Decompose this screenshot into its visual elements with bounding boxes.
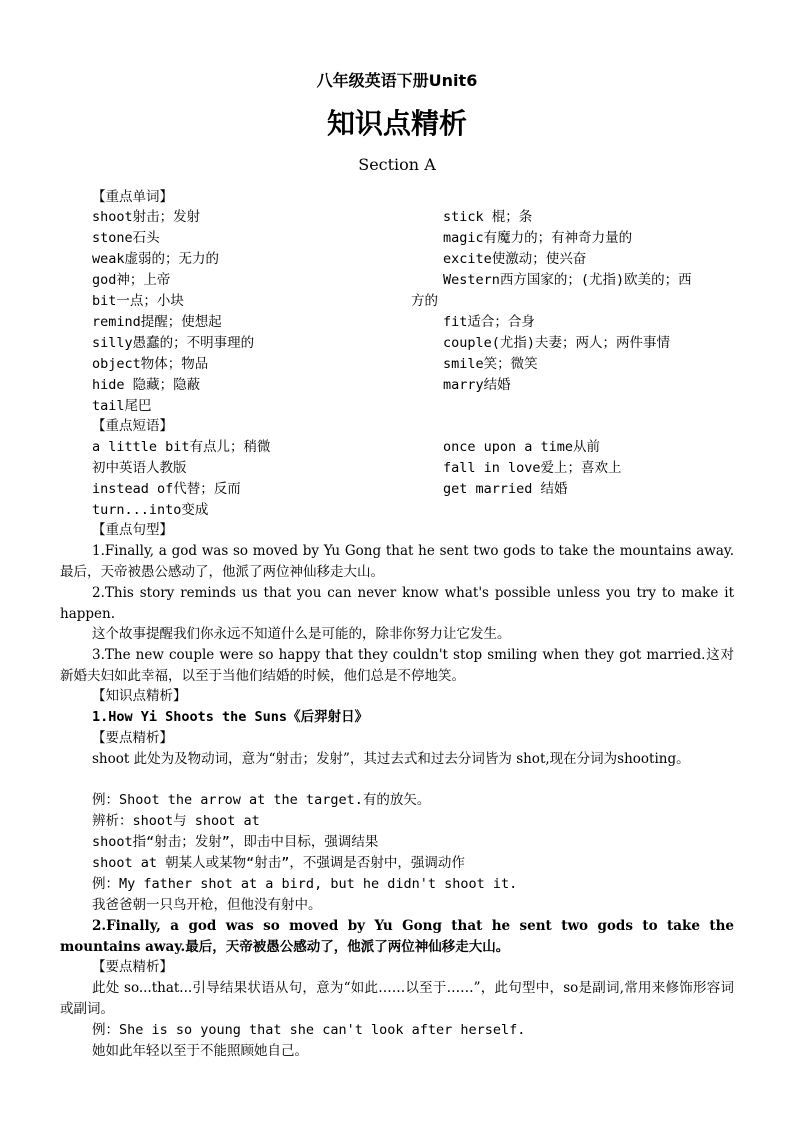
vocab-right-item: marry结婚 [443,377,511,393]
phrase-right-item: fall in love爱上；喜欢上 [443,460,622,476]
vocab-left-item: tail尾巴 [92,398,152,414]
section-heading: Section A [358,155,436,174]
vocab-left-item: remind提醒；使想起 [92,314,222,330]
point-1-example: 例：Shoot the arrow at the target.有的放矢。 [92,792,431,808]
vocab-right-item: 方的 [411,293,438,309]
document-subtitle: 知识点精析 [326,107,467,140]
vocab-left-item: bit一点；小块 [92,293,184,309]
vocab-left-item: weak虚弱的；无力的 [92,251,220,267]
sentence-3: 3.The new couple were so happy that they couldn't stop smiling when they got married.这对新婚夫妇如此幸福，以至于当他们结婚的时候，他们总是不停地笑。 [60,647,734,684]
point-1-example-2-translation: 我爸爸朝一只鸟开枪，但他没有射中。 [92,897,322,913]
vocab-right-item: fit适合；合身 [443,314,535,330]
sentence-2: 2.This story reminds us that you can never know what's possible unless you try to make it happen. [60,585,734,622]
point-1-subheading: 【要点精析】 [92,730,173,746]
vocab-right-item: stick 棍；条 [443,209,533,225]
point-2-title: 2.Finally, a god was so moved by Yu Gong that he sent two gods to take the mountains away.最后，天帝被愚公感动了，他派了两位神仙移走大山。 [60,918,734,955]
vocab-right-item: excite使激动；使兴奋 [443,251,587,267]
phrase-left-item: 初中英语人教版 [92,460,187,476]
phrase-left-item: instead of代替；反而 [92,481,241,497]
vocab-left-item: stone石头 [92,230,160,246]
vocab-right-item: smile笑；微笑 [443,356,538,372]
vocab-right-item: Western西方国家的；(尤指)欧美的；西 [443,272,692,288]
sentence-1: 1.Finally, a god was so moved by Yu Gong that he sent two gods to take the mountains away.最后，天帝被愚公感动了，他派了两位神仙移走大山。 [60,543,734,580]
point-1-explanation: shoot 此处为及物动词，意为“射击；发射”，其过去式和过去分词皆为 shot,现在分词为shooting。 [92,751,690,767]
document-title: 八年级英语下册Unit6 [316,71,478,90]
vocab-right-item: couple(尤指)夫妻；两人；两件事情 [443,335,671,351]
sentences-heading: 【重点句型】 [92,522,173,538]
vocab-left-item: god神；上帝 [92,272,171,288]
point-2-explanation: 此处 so...that...引导结果状语从句，意为“如此……以至于……”，此句型中，so是副词,常用来修饰形容词或副词。 [60,980,734,1017]
phrases-heading: 【重点短语】 [92,418,173,434]
analysis-heading: 【知识点精析】 [92,688,187,704]
point-1-title: 1.How Yi Shoots the Suns《后羿射日》 [92,709,369,725]
vocab-left-item: silly愚蠢的；不明事理的 [92,335,255,351]
phrase-right-item: get married 结婚 [443,481,568,497]
point-2-subheading: 【要点精析】 [92,959,173,975]
phrase-left-item: turn...into变成 [92,502,209,518]
point-2-example-translation: 她如此年轻以至于不能照顾她自己。 [92,1043,308,1059]
point-1-distinction-b: shoot at 朝某人或某物“射击”，不强调是否射中，强调动作 [92,855,465,871]
vocab-heading: 【重点单词】 [92,189,173,205]
vocab-left-item: hide 隐藏；隐蔽 [92,377,201,393]
vocab-left-item: object物体；物品 [92,356,209,372]
point-2-example: 例：She is so young that she can't look after herself. [92,1022,526,1038]
phrase-right-item: once upon a time从前 [443,439,601,455]
point-1-distinction: 辨析：shoot与 shoot at [92,813,260,829]
vocab-left-item: shoot射击；发射 [92,209,201,225]
sentence-2-translation: 这个故事提醒我们你永远不知道什么是可能的，除非你努力让它发生。 [92,626,511,642]
phrase-left-item: a little bit有点儿；稍微 [92,439,271,455]
point-1-distinction-a: shoot指“射击；发射”，即击中目标，强调结果 [92,834,379,850]
point-1-example-2: 例：My father shot at a bird, but he didn't shoot it. [92,876,518,892]
vocab-right-item: magic有魔力的；有神奇力量的 [443,230,633,246]
